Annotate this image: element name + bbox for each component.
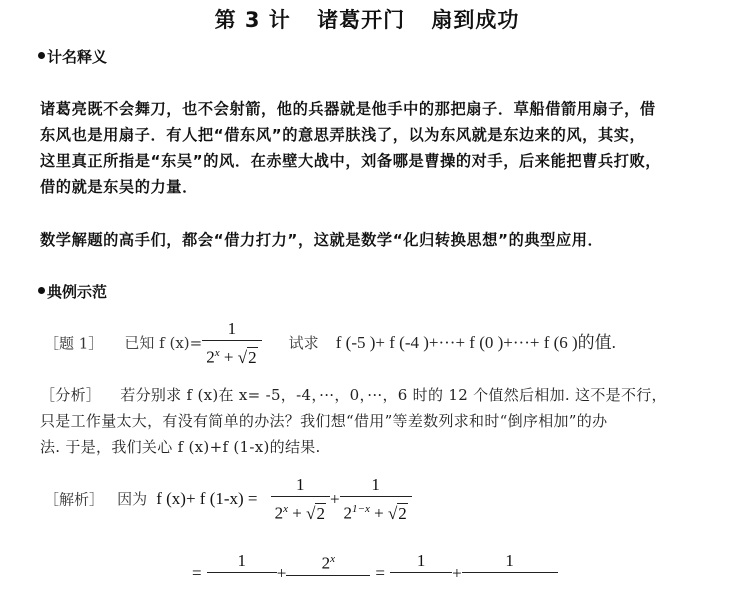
bullet-icon [38,287,45,294]
fraction-denominator [462,572,558,597]
sqrt-symbol: √2 [306,503,325,523]
equals-sign: = [192,563,202,583]
fraction-denominator [286,575,370,600]
analysis-label: ［分析］ [40,386,102,404]
fraction-denominator [202,340,261,370]
title-phrase-1: 诸葛开门 [317,8,406,32]
solution-because: 因为 [117,490,148,509]
fraction-numerator: 1 [296,475,305,494]
den-exponent: 1−x [352,503,370,515]
num-base: 2 [321,553,331,573]
fraction-numerator: 1 [416,551,426,571]
line2-term-2 [286,548,370,600]
paragraph-line: 这里真正所指是“东吴”的风．在赤壁大战中，刘备哪是曹操的对手，后来能把曹兵打败， [40,152,662,170]
sqrt-radicand: 2 [398,503,407,523]
problem-label: ［题 1］ [44,334,104,353]
sqrt-radicand: 2 [248,347,257,367]
line2-term-4 [462,550,558,597]
section-heading-text: 典例示范 [47,283,108,301]
fraction-numerator: 1 [237,551,246,571]
fraction-numerator: 1 [227,319,237,338]
paragraph-line: 东风也是用扇子．有人把“借东风”的意思弄肤浅了，以为东风就是东边来的风，其实， [40,126,646,144]
analysis-text: 若分别求 f (x)在 x= -5，-4，···，0，···，6 时的 12 个值然后相加. 这不是不行， [120,386,667,404]
line2-term-3 [390,550,452,597]
plus-sign: + [329,489,340,509]
problem-expression: f (-5 )+ f (-4 )+···+ f (0 )+···+ f (6 )的值. [335,333,616,353]
title-chapter: 第 3 计 [214,8,291,32]
analysis-line-2: 只是工作量太大，有没有简单的办法？我们想“借用”等差数列求和时“倒序相加”的办 [40,412,608,430]
plus-sign: + [452,563,462,583]
paragraph-line: 借的就是东吴的力量． [40,178,198,196]
analysis-line-3: 法. 于是，我们关心 f (x)+f (1-x)的结果. [40,438,321,456]
fraction-numerator: 1 [371,475,380,494]
analysis-line-1 [40,384,667,405]
solution-term-2 [340,474,412,526]
problem-ask: 试求 [288,334,319,353]
solution-term-1 [271,474,330,526]
fraction-denominator: $2^x + √2$ [271,496,330,526]
equals-sign: = [375,563,385,583]
fraction-numerator [286,548,370,575]
solution-line-1 [44,474,412,526]
paragraph-summary: 数学解题的高手们，都会“借力打力”，这就是数学“化归转换思想”的典型应用． [40,231,604,249]
sqrt-radicand: 2 [316,503,325,523]
sqrt-symbol: √2 [387,503,407,523]
den-plus: + [223,347,234,367]
fraction-denominator [390,572,452,597]
fraction-numerator: 1 [505,551,514,571]
paragraph-line: 诸葛亮既不会舞刀，也不会射箭，他的兵器就是他手中的那把扇子．草船借箭用扇子，借 [40,100,656,118]
solution-lhs: f (x)+ f (1-x) = [156,489,258,509]
fraction-denominator: $2^{1-x} + √2$ [340,496,412,526]
solution-line-2 [192,548,558,600]
fraction-denominator [207,572,277,597]
den-exponent: x [283,503,289,515]
problem-given: 已知 f (x)= [124,334,203,353]
section-heading-meaning [38,46,107,67]
bullet-icon [38,52,45,59]
den-base: 2 [343,503,353,523]
den-base: 2 [274,503,284,523]
den-base: 2 [206,347,215,367]
section-heading-text: 计名释义 [47,48,108,66]
num-exponent: x [330,553,335,565]
title-phrase-2: 扇到成功 [431,8,520,32]
section-heading-examples [38,281,107,302]
page-title [0,4,734,34]
sqrt-symbol: √2 [237,347,257,367]
function-fraction [202,318,261,370]
plus-sign: + [276,563,287,583]
line2-term-1 [207,550,277,597]
problem-1 [44,318,616,370]
solution-label: ［解析］ [44,490,105,509]
den-exponent: x [214,347,220,359]
